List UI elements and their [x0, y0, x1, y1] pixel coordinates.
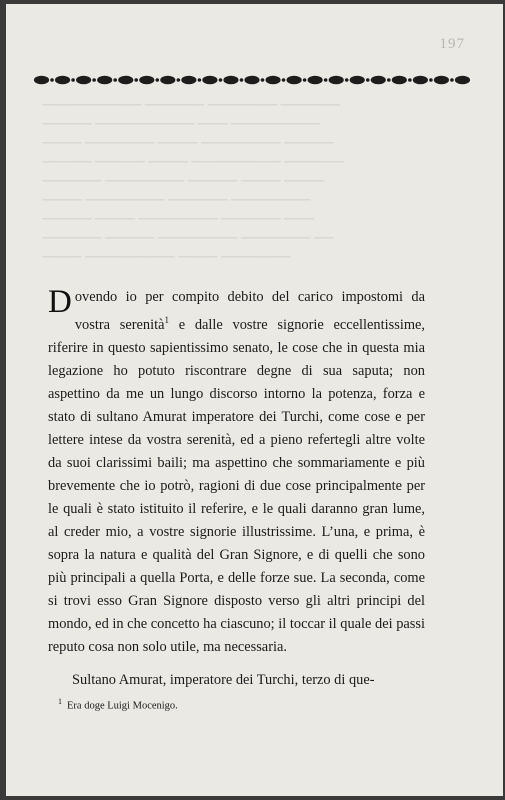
bleed-through-text-top: ────────── ────── ─────── ────── ───── ────────── ─── ───────── ──── ─────── ──── ──────── ───── ───── ───── ──── ───────── ────── ────── ──────── ───── ──── ──── ──── ──────── ────── ──────── ───── ──── ──────── ────── ─── ────── ───── ──────── ─────── ── ──── ───────── ──── ─────── [42, 98, 344, 265]
ornament-bead [413, 76, 428, 85]
footnote-marker-note: 1 [58, 697, 62, 706]
ornament-dot [240, 78, 244, 82]
ornament-dot [92, 78, 96, 82]
ornament-dot [113, 78, 117, 82]
drop-cap: D [48, 284, 72, 320]
ornament-dot [155, 78, 159, 82]
paragraph-1 [48, 286, 425, 659]
footnote-text: Era doge Luigi Mocenigo. [67, 700, 178, 712]
decorative-bead-rule [31, 71, 473, 89]
ornament-bead [244, 76, 259, 85]
ornament-bead [202, 76, 217, 85]
ornament-dot [71, 78, 75, 82]
ornament-dot [345, 78, 349, 82]
ornament-dot [303, 78, 307, 82]
ornament-dot [261, 78, 265, 82]
ornament-bead [34, 76, 49, 85]
ornament-bead [265, 76, 280, 85]
ornament-dot [408, 78, 412, 82]
paragraph-2: Sultano Amurat, imperatore dei Turchi, terzo di que- [72, 671, 375, 688]
ornament-bead [329, 76, 344, 85]
ornament-bead [118, 76, 133, 85]
page-number: 197 [439, 36, 465, 52]
ornament-bead [308, 76, 323, 85]
ornament-dot [282, 78, 286, 82]
ornament-bead [160, 76, 175, 85]
ornament-dot [177, 78, 181, 82]
ornament-dot [324, 78, 328, 82]
paragraph-1-opening: ovendo io per compito debito del carico impostomi da vostra serenità [74, 289, 425, 333]
ornament-bead [392, 76, 407, 85]
ornament-dot [366, 78, 370, 82]
main-text [48, 286, 425, 692]
footnote-marker: 1 [164, 315, 169, 325]
footnote [58, 697, 178, 712]
ornament-bead [76, 76, 91, 85]
ornament-bead [350, 76, 365, 85]
ornament-bead [55, 76, 70, 85]
ornament-dot [134, 78, 138, 82]
ornament-dot [387, 78, 391, 82]
ornament-bead [434, 76, 449, 85]
ornament-dot [50, 78, 54, 82]
ornament-bead [223, 76, 238, 85]
ornament-bead [181, 76, 196, 85]
ornament-dot [219, 78, 223, 82]
ornament-dot [198, 78, 202, 82]
ornament-bead [455, 76, 470, 85]
ornament-bead [139, 76, 154, 85]
ornament-bead [97, 76, 112, 85]
book-page [6, 4, 503, 796]
ornament-dot [429, 78, 433, 82]
ornament-bead [371, 76, 386, 85]
ornament-dot [450, 78, 454, 82]
paragraph-1-body: e dalle vostre signorie eccellentissime, riferire in questo sapientissimo senato, le cose che in questa mia legazione ho potuto riscontrare degne di sua saputa; non aspettino da me un lungo discorso intorno la potenza, forza e stato di sultano Amurat imperatore dei Turchi, come cose e per lettere intese da vostra serenità, ed a pieno refertegli altre volte da suoi clarissimi baili; ma aspettino che sommariamente e più brevemente che io potrò, ragioni di due cose principalmente per le quali è stato istituito il referire, e le quali daranno gran lume, al creder mio, a vostre signorie illustrissime. L’una, e prima, è sopra la natura e qualità del Gran Signore, e di quelli che sono più principali a quella Porta, e delle forze sue. La seconda, come si trovi esso Gran Signore disposto verso gli altri principi del mondo, ed in che concetto ha ciascuno; il toccar il quale dei passi reputo cosa non solo utile, ma necessaria. [48, 316, 425, 655]
ornament-bead [287, 76, 302, 85]
